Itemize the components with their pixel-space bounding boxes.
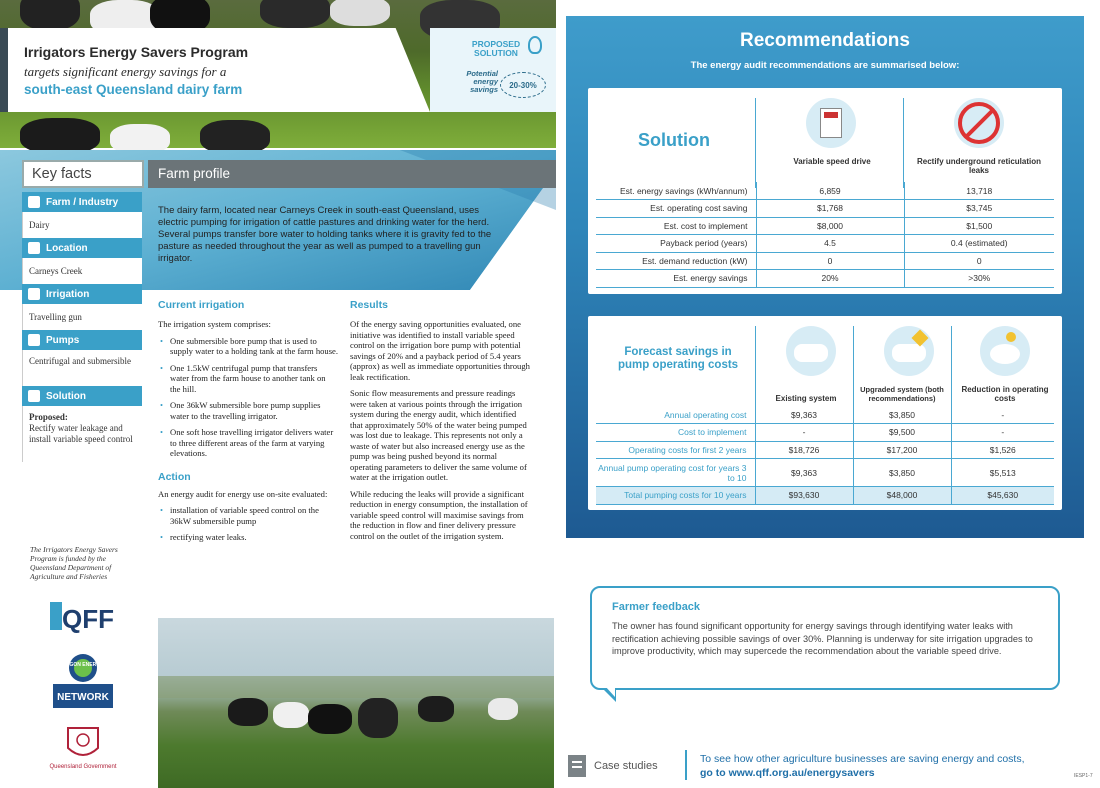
list-item: • One submersible bore pump that is used to supply water to a holding tank at the farm house.: [158, 336, 338, 357]
column-reduction: Reduction in operating costs: [961, 385, 1049, 403]
farm-profile-text: The dairy farm, located near Carneys Creek in south-east Queensland, uses electric pumping for irrigation of cattle pastures and drinking water for the herd. Several pumps transfer bore water to holding tanks where it is gravity fed to the pasture as needed throughout the year as well as pumped to a travelling gun irrigator.: [158, 205, 492, 264]
table-row: [596, 424, 1054, 442]
svg-text:QFF: QFF: [62, 604, 114, 634]
document-icon: [568, 755, 586, 777]
table-cell: $3,850: [853, 406, 951, 424]
table-cell: $48,000: [853, 487, 951, 505]
table-row: [596, 235, 1054, 253]
row-label: Payback period (years): [596, 235, 756, 253]
list-item: • One 1.5kW centrifugal pump that transfers water from the farm house to another tank on the hill.: [158, 363, 338, 395]
table-cell: 20%: [756, 270, 904, 288]
table-row: [596, 252, 1054, 270]
column-rectify-leaks: Rectify underground reticulation leaks: [916, 157, 1041, 175]
potential-savings-label: Potential energy savings: [466, 69, 498, 94]
table-row: [596, 270, 1054, 288]
key-fact-pumps-label: Pumps: [22, 330, 142, 350]
table-cell: $8,000: [756, 217, 904, 235]
farm-profile-header: [148, 160, 556, 188]
table-cell: 0: [904, 252, 1054, 270]
table-cell: $18,726: [755, 441, 853, 459]
solution-label: Solution: [638, 130, 710, 150]
list-item: • One soft hose travelling irrigator delivers water to three different areas of the farm at varying elevations.: [158, 427, 338, 459]
footer-link[interactable]: go to www.qff.org.au/energysavers: [700, 767, 875, 779]
results-paragraph-1: Of the energy saving opportunities evaluated, one initiative was identified to install variable speed control on the irrigation bore pump with potential savings of 20% and a payback period of 5.4 years (approx) as well as immediate opportunities through leak rectification.: [350, 319, 530, 382]
forecast-title: Forecast savings in pump operating costs: [617, 346, 739, 371]
table-row: [596, 441, 1054, 459]
table-cell: >30%: [904, 270, 1054, 288]
case-studies-label: Case studies: [594, 760, 658, 772]
row-label: Annual operating cost: [596, 406, 755, 424]
action-heading: Action: [158, 470, 191, 483]
svg-text:NETWORK: NETWORK: [57, 692, 109, 703]
water-drop-icon: [28, 288, 40, 300]
table-cell: $17,200: [853, 441, 951, 459]
list-item: • installation of variable speed control on the 36kW submersible pump: [158, 505, 338, 526]
table-cell: -: [951, 406, 1054, 424]
qff-logo: [48, 598, 118, 634]
key-facts-list: [22, 192, 142, 462]
table-cell: 0: [756, 252, 904, 270]
potential-savings-value: 20-30%: [500, 72, 546, 98]
variable-speed-drive-icon: [806, 98, 856, 148]
lightbulb-icon: [28, 390, 40, 402]
program-subject: south-east Queensland dairy farm: [24, 82, 243, 97]
row-label: Operating costs for first 2 years: [596, 441, 755, 459]
key-fact-irrigation-label: Irrigation: [22, 284, 142, 304]
current-irrigation-intro: The irrigation system comprises:: [158, 319, 271, 329]
key-fact-pumps-value: Centrifugal and submersible: [22, 350, 142, 386]
results-section: [350, 299, 530, 541]
column-existing-system: Existing system: [775, 394, 837, 403]
proposed-solution-label: PROPOSED SOLUTION: [471, 39, 521, 58]
key-facts-title: Key facts: [32, 166, 92, 182]
recommendations-subtitle: The energy audit recommendations are summarised below:: [690, 60, 960, 71]
table-cell: $93,630: [755, 487, 853, 505]
cows-field-photo: [158, 618, 554, 788]
key-fact-location-value: Carneys Creek: [22, 258, 142, 284]
column-variable-speed-drive: Variable speed drive: [793, 157, 871, 166]
farm-profile-title: Farm profile: [158, 166, 231, 181]
results-paragraph-2: Sonic flow measurements and pressure readings were taken at various points through the irrigation system during the energy audit, which identified that approximately 50% of the water being pumped was lost due to leakage. This represents not only a waste of water but also increased energy use as the pump was being pushed beyond its normal operating parameters to deliver the same volume of water at the irrigation outlet.: [350, 388, 527, 482]
table-cell: $3,850: [853, 459, 951, 487]
piggy-bank-icon: [980, 326, 1030, 376]
program-title: Irrigators Energy Savers Program: [24, 44, 249, 60]
results-paragraph-3: While reducing the leaks will provide a significant reduction in energy consumption, the installation of variable speed control will maximise savings from the reduction in flow and finer delivery pressure control on the outlet of the irrigation system.: [350, 488, 528, 541]
queensland-government-logo: [49, 722, 117, 778]
key-fact-location-label: Location: [22, 238, 142, 258]
document-code: IESP1-7: [1074, 773, 1093, 779]
recommendations-table: [596, 182, 1054, 288]
key-fact-farm-label: Farm / Industry: [22, 192, 142, 212]
table-cell: -: [755, 424, 853, 442]
row-label: Est. energy savings: [596, 270, 756, 288]
svg-text:Queensland Government: Queensland Government: [49, 764, 117, 770]
farm-icon: [28, 196, 40, 208]
svg-text:ERGON ENERGY: ERGON ENERGY: [62, 662, 104, 668]
column-divider: [853, 326, 854, 406]
pump-icon: [28, 334, 40, 346]
table-row: [596, 217, 1054, 235]
key-fact-solution-label: Solution: [22, 386, 142, 406]
column-divider: [755, 98, 756, 188]
recommendations-title: Recommendations: [740, 30, 910, 51]
title-accent-bar: [0, 28, 8, 112]
column-divider: [755, 326, 756, 406]
key-fact-solution-value: [22, 406, 142, 462]
list-item: • One 36kW submersible bore pump supplies water to the travelling irrigator.: [158, 400, 338, 421]
table-row: [596, 406, 1054, 424]
footer-divider: [685, 750, 687, 780]
current-irrigation-heading: Current irrigation: [158, 299, 245, 311]
upgraded-system-pump-icon: [884, 326, 934, 376]
table-cell: $9,500: [853, 424, 951, 442]
table-cell: 0.4 (estimated): [904, 235, 1054, 253]
row-label: Annual pump operating cost for years 3 to 10: [596, 459, 755, 487]
table-cell: $1,768: [756, 200, 904, 218]
table-row: [596, 459, 1054, 487]
column-divider: [951, 326, 952, 406]
farmer-feedback-heading: Farmer feedback: [612, 601, 701, 613]
solution-proposed-label: Proposed:: [29, 412, 68, 422]
table-cell: 13,718: [904, 182, 1054, 200]
row-label: Cost to implement: [596, 424, 755, 442]
farmer-feedback-text: The owner has found significant opportunity for energy savings through identifying water leaks with rectification achieving possible savings of over 30%. Planning is underway for site irrigation upgrades to improve productivity, which may supercede the recommendation about the variable speed drive.: [612, 621, 1033, 656]
table-cell: $45,630: [951, 487, 1054, 505]
no-leak-icon: [954, 98, 1004, 148]
table-cell: $3,745: [904, 200, 1054, 218]
table-cell: 4.5: [756, 235, 904, 253]
location-pin-icon: [28, 242, 40, 254]
table-cell: 6,859: [756, 182, 904, 200]
row-label: Total pumping costs for 10 years: [596, 487, 755, 505]
table-row: [596, 182, 1054, 200]
table-cell: $1,526: [951, 441, 1054, 459]
table-cell: $9,363: [755, 459, 853, 487]
row-label: Est. cost to implement: [596, 217, 756, 235]
results-heading: Results: [350, 299, 388, 311]
table-cell: -: [951, 424, 1054, 442]
table-cell: $1,500: [904, 217, 1054, 235]
row-label: Est. demand reduction (kW): [596, 252, 756, 270]
program-tagline: targets significant energy savings for a: [24, 64, 227, 79]
list-item: • rectifying water leaks.: [158, 532, 338, 543]
lightbulb-icon: [528, 36, 542, 54]
table-row: [596, 487, 1054, 505]
table-row: [596, 200, 1054, 218]
key-fact-farm-value: Dairy: [22, 212, 142, 238]
row-label: Est. operating cost saving: [596, 200, 756, 218]
row-label: Est. energy savings (kWh/annum): [596, 182, 756, 200]
ergon-energy-network-logo: [52, 652, 114, 710]
key-fact-irrigation-value: Travelling gun: [22, 304, 142, 330]
key-facts-header: [22, 160, 144, 188]
footer-line-1: To see how other agriculture businesses are saving energy and costs,: [700, 753, 1025, 765]
action-intro: An energy audit for energy use on-site evaluated:: [158, 488, 328, 499]
existing-system-pump-icon: [786, 326, 836, 376]
column-divider: [903, 98, 904, 188]
speech-bubble-tail-inner: [605, 686, 615, 697]
forecast-table: [596, 406, 1054, 505]
current-irrigation-section: [158, 299, 338, 543]
column-upgraded-system: Upgraded system (both recommendations): [860, 385, 944, 403]
table-cell: $9,363: [755, 406, 853, 424]
funding-statement: The Irrigators Energy Savers Program is funded by the Queensland Department of Agriculture and Fisheries: [30, 545, 118, 581]
table-cell: $5,513: [951, 459, 1054, 487]
solution-proposed-text: Rectify water leakage and install variable speed control: [29, 423, 133, 444]
